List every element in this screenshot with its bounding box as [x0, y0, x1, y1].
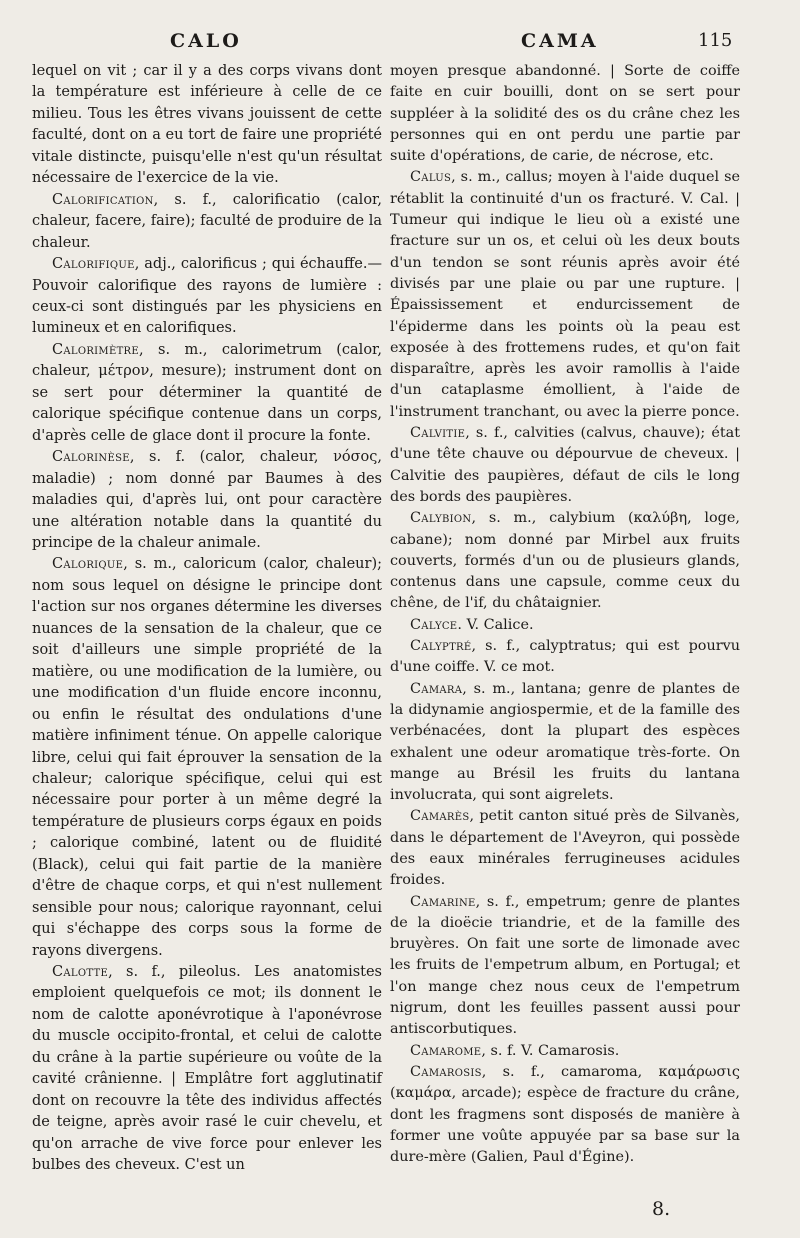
entry-text: , adj., calorificus ; qui échauffe.—Pouvoir calorifique des rayons de lumière : ceux-ci sont distingués par les physiciens en lumineux et en calorifiques. — [32, 256, 382, 337]
headword: Calus — [410, 169, 452, 186]
headword: Calorinèse — [52, 449, 130, 466]
entry-paragraph — [32, 190, 382, 254]
headword: Camara — [410, 680, 463, 697]
entry-paragraph — [390, 1041, 740, 1062]
headword: Camarome — [410, 1042, 482, 1059]
left-column — [32, 61, 382, 1177]
running-header — [0, 30, 800, 60]
printer-signature-mark: 8. — [652, 1198, 671, 1220]
headword: Calorimètre — [52, 341, 139, 358]
entry-text: , s. f. V. Camarosis. — [481, 1042, 620, 1059]
entry-paragraph — [390, 892, 740, 1041]
header-left-guideword: CALO — [170, 30, 242, 52]
entry-text: , s. m., calorimetrum (calor, chaleur, μέτρον, mesure); instrument dont on se sert pour déterminer la quantité de calorique spécifique contenue dans un corps, d'après celle de glace dont il procure la fonte. — [32, 341, 382, 444]
entry-text: , s. f., pileolus. Les anatomistes emploient quelquefois ce mot; ils donnent le nom de calotte aponévrotique à l'aponévrose du muscle occipito-frontal, et celui de calotte du crâne à la partie supérieure ou voûte de la cavité crânienne. | Emplâtre fort agglutinatif dont on recouvre la tête des individus affectés de teigne, après avoir rasé le cuir chevelu, et qu'on arrache de vive force pour enlever les bulbes des cheveux. C'est un — [32, 964, 382, 1174]
headword: Calybion — [410, 510, 472, 527]
entry-paragraph — [390, 423, 740, 508]
entry-text: , petit canton situé près de Silvanès, dans le département de l'Aveyron, qui possède des eaux minérales ferrugineuses acidules froides. — [390, 808, 740, 889]
headword: Calorique — [52, 556, 124, 573]
entry-text: , s. m., calybium (καλύβη, loge, cabane); nom donné par Mirbel aux fruits couverts, formés d'un ou de plusieurs glands, contenus dans une capsule, comme ceux du chêne, de l'if, du châtaignier. — [390, 510, 740, 612]
entry-paragraph — [390, 679, 740, 807]
entry-paragraph — [390, 806, 740, 891]
header-right-guideword: CAMA — [521, 30, 599, 52]
headword: Calyce — [410, 616, 458, 633]
entry-text: , s. f., calyptratus; qui est pourvu d'une coiffe. V. ce mot. — [390, 638, 740, 676]
entry-paragraph — [390, 1062, 740, 1168]
headword: Camarine — [410, 893, 476, 910]
entry-text: , s. f., calorificatio (calor, chaleur, facere, faire); faculté de produire de la chaleur. — [32, 191, 382, 251]
headword: Calotte — [52, 964, 109, 981]
entry-paragraph — [390, 508, 740, 614]
headword: Calyptré — [410, 638, 472, 655]
headword: Camarosis — [410, 1063, 482, 1080]
headword: Calvitie — [410, 425, 466, 442]
entry-text: , s. f., camaroma, καμάρωσις (καμάρα, arcade); espèce de fracture du crâne, dont les fragmens sont disposés de manière à former une voûte appuyée par sa base sur la dure-mère (Galien, Paul d'Égine). — [390, 1063, 740, 1166]
entry-text: , s. f. (calor, chaleur, νόσος, maladie) ; nom donné par Baumes à des maladies qui, d'après lui, ont pour caractère une altération notable dans la quantité du principe de la chaleur animale. — [32, 449, 382, 551]
headword: Calorifique — [52, 256, 135, 273]
entry-paragraph — [390, 615, 740, 636]
entry-text: , s. m., caloricum (calor, chaleur); nom sous lequel on désigne le principe dont l'action sur nos organes détermine les diverses nuances de la sensation de la chaleur, que ce soit d'ailleurs une simple propriété de la matière, ou une modification de la lumière, ou une modification d'un fluide encore inconnu, ou enfin le résultat des ondulations d'une matière infiniment ténue. On appelle calorique libre, celui qui fait éprouver la sensation de la chaleur; calorique spécifique, celui qui est nécessaire pour porter à un même degré la température de plusieurs corps égaux en poids ; calorique combiné, latent ou de fluidité (Black), celui qui fait partie de la manière d'être de chaque corps, et qui n'est nullement sensible pour nous; calorique rayonnant, celui qui s'échappe des corps sous la forme de rayons divergens. — [32, 556, 382, 959]
entry-paragraph — [32, 962, 382, 1177]
entry-text: , s. f., empetrum; genre de plantes de la dioëcie triandrie, et de la famille des bruyères. On fait une sorte de limonade avec les fruits de l'empetrum album, en Portugal; et l'on mange chez nous ceux de l'empetrum nigrum, dont les feuilles passent aussi pour antiscorbutiques. — [390, 893, 740, 1038]
entry-paragraph — [32, 254, 382, 340]
headword: Camarès — [410, 808, 470, 825]
entry-text: , s. m., lantana; genre de plantes de la didynamie angiospermie, et de la famille des verbénacées, dont la plupart des espèces exhalent une odeur aromatique très-forte. On mange au Brésil les fruits du lantana involucrata, qui sont aigrelets. — [390, 680, 740, 804]
entry-paragraph — [32, 447, 382, 554]
entry-text: moyen presque abandonné. | Sorte de coiffe faite en cuir bouilli, dont on se sert pour suppléer à la solidité des os du crâne chez les personnes qui en ont perdu une partie par suite d'opérations, de carie, de nécrose, etc. — [390, 63, 740, 165]
entry-text: , s. f., calvities (calvus, chauve); état d'une tête chauve ou dépourvue de cheveux. | Calvitie des paupières, défaut de cils le long des bords des paupières. — [390, 425, 740, 505]
entry-text: , s. m., callus; moyen à l'aide duquel se rétablit la continuité d'un os fracturé. V. Cal. | Tumeur qui indique le lieu où a existé une fracture sur un os, et celui où les deux bouts d'un tendon se sont réunis après avoir été divisés par une plaie ou par une rupture. | Épaississement et endurcissement de l'épiderme dans les points où la peau est exposée à des frottemens rudes, et qu'on fait disparaître, après les avoir ramollis à l'aide d'un cataplasme émollient, à l'aide de l'instrument tranchant, ou avec la pierre ponce. — [390, 169, 740, 420]
right-column — [390, 61, 740, 1168]
entry-paragraph — [32, 61, 382, 190]
entry-text: . V. Calice. — [457, 616, 534, 633]
entry-paragraph — [390, 636, 740, 679]
headword: Calorification — [52, 191, 154, 208]
entry-paragraph — [390, 61, 740, 167]
entry-paragraph — [32, 340, 382, 447]
page-number: 115 — [698, 30, 733, 51]
entry-paragraph — [32, 554, 382, 962]
entry-text: lequel on vit ; car il y a des corps vivans dont la température est inférieure à celle de ce milieu. Tous les êtres vivans jouissent de cette faculté, dont on a eu tort de faire une propriété vitale distincte, puisqu'elle n'est qu'un résultat nécessaire de l'exercice de la vie. — [32, 63, 382, 187]
entry-paragraph — [390, 167, 740, 423]
